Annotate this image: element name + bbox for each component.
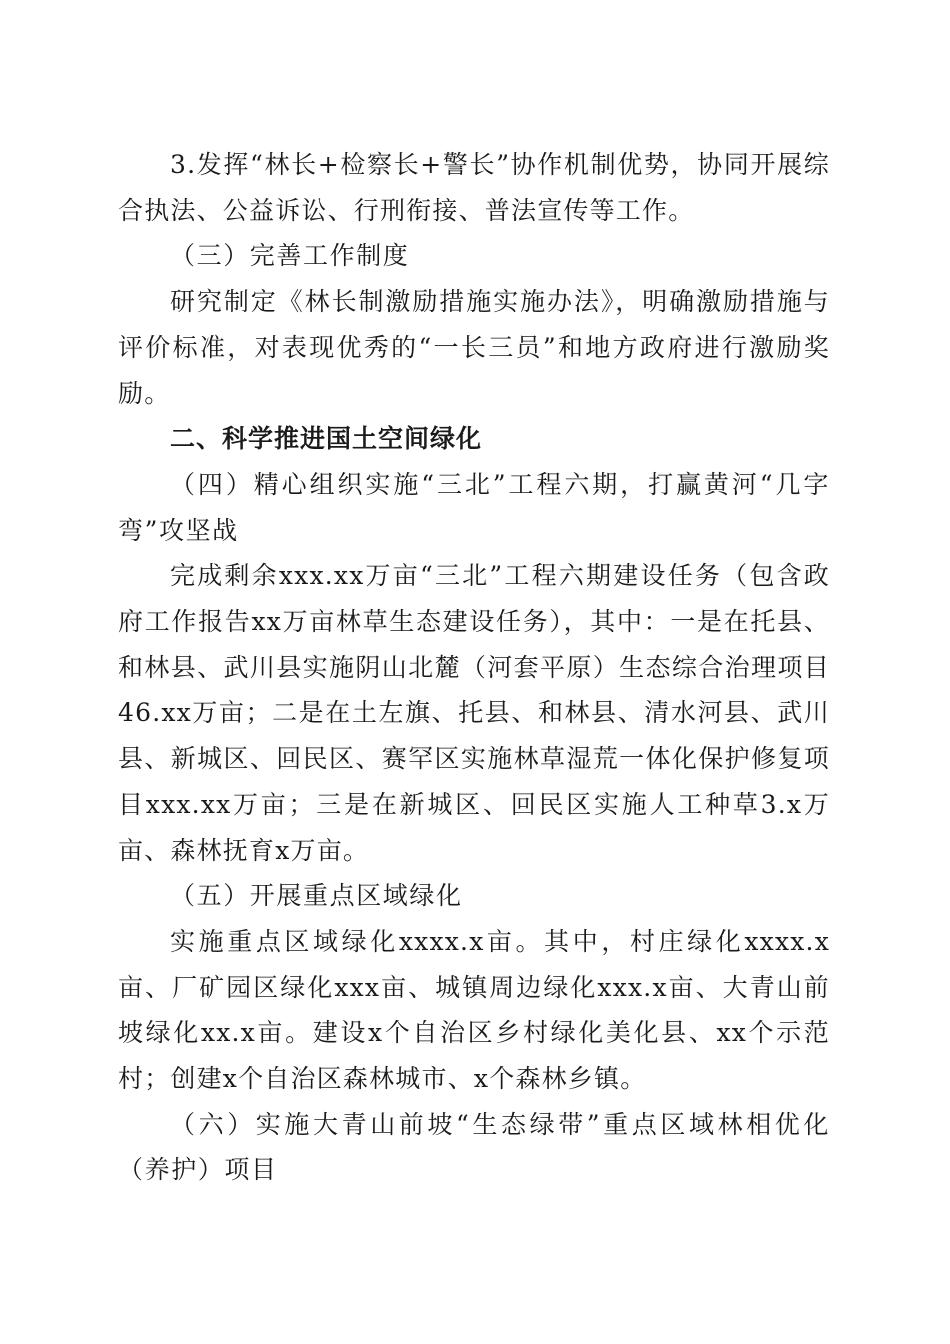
paragraph-incentive-measures: 研究制定《林长制激励措施实施办法》，明确激励措施与评价标准，对表现优秀的“一长三员”和地方政府进行激励奖励。 (118, 287, 830, 408)
paragraph-key-area-greening: 实施重点区域绿化xxxx.x亩。其中，村庄绿化xxxx.x亩、厂矿园区绿化xxx亩、城镇周边绿化xxx.x亩、大青山前坡绿化xx.x亩。建设x个自治区乡村绿化美化县、xx个示范村；创建x个自治区森林城市、x个森林乡镇。 (118, 926, 830, 1094)
paragraph-item-3: 3.发挥“林长+检察长+警长”协作机制优势，协同开展综合执法、公益诉讼、行刑衔接、普法宣传等工作。 (118, 150, 830, 225)
chapter-heading-greening: 二、科学推进国土空间绿化 (170, 424, 483, 454)
section-heading-key-area-greening: （五）开展重点区域绿化 (170, 881, 463, 911)
section-heading-three-north-project: （四）精心组织实施“三北”工程六期，打赢黄河“几字弯”攻坚战 (118, 469, 830, 545)
paragraph-three-north-tasks: 完成剩余xxx.xx万亩“三北”工程六期建设任务（包含政府工作报告xx万亩林草生态建设任务），其中：一是在托县、和林县、武川县实施阴山北麓（河套平原）生态综合治理项目46.xx万亩；二是在土左旗、托县、和林县、清水河县、武川县、新城区、回民区、赛罕区实施林草湿荒一体化保护修复项目xxx.xx万亩；三是在新城区、回民区实施人工种草3.x万亩、森林抚育x万亩。 (118, 561, 830, 865)
section-heading-improve-work-system: （三）完善工作制度 (170, 241, 410, 271)
section-heading-daqingshan-green-belt: （六）实施大青山前坡“生态绿带”重点区域林相优化（养护）项目 (118, 1109, 830, 1185)
document-body (118, 142, 830, 1193)
